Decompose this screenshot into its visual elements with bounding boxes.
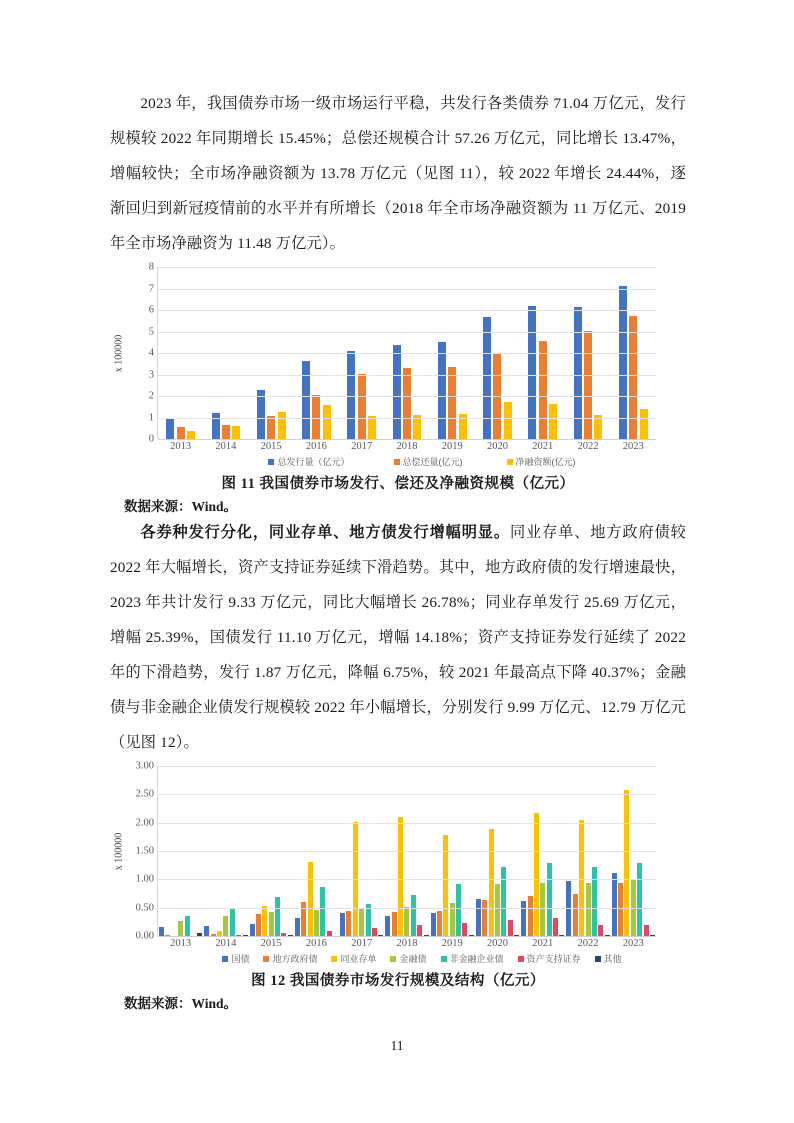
page-content	[110, 86, 686, 1012]
bar	[534, 813, 539, 936]
bar	[482, 900, 487, 936]
x-tick-label: 2020	[486, 938, 508, 949]
gridline	[158, 851, 656, 852]
bar	[178, 921, 183, 936]
bar	[417, 925, 422, 936]
bar	[456, 884, 461, 936]
bar	[629, 316, 637, 439]
gridline	[158, 353, 656, 354]
bar	[187, 431, 195, 439]
bar	[398, 817, 403, 936]
bar	[308, 862, 313, 936]
figure-12	[110, 760, 686, 1012]
bar	[539, 341, 547, 439]
legend-item[interactable]	[394, 455, 463, 468]
legend-swatch-icon	[441, 956, 447, 962]
paragraph-2	[110, 515, 686, 760]
page-number: 11	[390, 1038, 404, 1053]
x-tick-label: 2019	[441, 938, 463, 949]
legend-item[interactable]	[331, 952, 376, 965]
x-tick-label: 2018	[396, 441, 418, 452]
y-tick-label: 7	[148, 283, 154, 294]
bar	[358, 374, 366, 439]
legend-label: 金融债	[399, 954, 427, 964]
legend-item[interactable]	[263, 952, 317, 965]
bar	[489, 829, 494, 936]
chart-11-y-axis	[124, 261, 158, 445]
x-tick-label: 2014	[215, 441, 237, 452]
bar	[462, 923, 467, 936]
x-tick-label: 2015	[260, 938, 282, 949]
gridline	[158, 375, 656, 376]
x-tick-label: 2021	[532, 441, 554, 452]
bar	[385, 916, 390, 936]
bar	[204, 926, 209, 936]
chart-12-y-axis	[124, 760, 158, 942]
bar	[250, 924, 255, 936]
x-tick-label: 2022	[577, 441, 599, 452]
legend-item[interactable]	[390, 952, 426, 965]
bar	[592, 867, 597, 936]
chart-12-plot-area	[157, 766, 656, 936]
legend-label: 净融资额(亿元)	[515, 457, 576, 467]
y-tick-label: 4	[148, 347, 154, 359]
paragraph-1: 2023 年，我国债券市场一级市场运行平稳，共发行各类债券 71.04 万亿元，发行规模较 2022 年同期增长 15.45%；总偿还规模合计 57.26 万亿元，同比增长 13.47%，增幅较快；全市场净融资额为 13.78 万亿元（见图 11），较 2022 年增长 24.44%，逐渐回归到新冠疫情前的水平并有所增长（2018 年全市场净融资额为 11 万亿元、2019 年全市场净融资为 11.48 万亿元）。	[110, 95, 686, 252]
bar	[185, 916, 190, 936]
chart-12-x-axis	[158, 938, 656, 949]
legend-swatch-icon	[518, 956, 524, 962]
legend-swatch-icon	[390, 956, 396, 962]
y-tick-label: 2.00	[135, 817, 154, 829]
bar	[269, 912, 274, 936]
gridline	[158, 879, 656, 880]
bar	[540, 883, 545, 936]
chart-11-y-axis-title: x 100000	[113, 334, 125, 372]
bar	[366, 904, 371, 936]
bar	[413, 415, 421, 439]
bar	[368, 416, 376, 439]
bar	[624, 790, 629, 936]
bar	[438, 342, 446, 439]
y-tick-label: 6	[148, 304, 154, 316]
legend-label: 同业存单	[340, 954, 377, 964]
gridline	[158, 794, 656, 795]
bar	[256, 914, 261, 936]
bar	[594, 415, 602, 439]
chart-11-legend	[110, 455, 686, 468]
bar	[483, 317, 491, 439]
bar	[372, 928, 377, 936]
x-tick-label: 2013	[170, 938, 192, 949]
bar	[159, 927, 164, 936]
bar	[166, 419, 174, 439]
legend-label: 总发行量（亿元）	[277, 457, 350, 467]
bar	[393, 345, 401, 439]
bar	[495, 884, 500, 936]
bar	[521, 901, 526, 936]
bar	[302, 361, 310, 439]
bar	[584, 331, 592, 439]
bar	[359, 908, 364, 936]
gridline	[158, 936, 656, 937]
legend-label: 其他	[603, 954, 622, 964]
gridline	[158, 267, 656, 268]
bar	[347, 351, 355, 439]
x-tick-label: 2019	[441, 441, 463, 452]
legend-swatch-icon	[394, 459, 400, 465]
figure-11	[110, 261, 686, 515]
bar	[553, 918, 558, 936]
bar	[637, 863, 642, 936]
y-tick-label: 3	[148, 369, 154, 380]
figure-12-source: 数据来源：Wind。	[124, 996, 238, 1011]
chart-11-bond-market-issuance	[110, 261, 656, 452]
x-tick-label: 2017	[351, 441, 373, 452]
legend-item[interactable]	[441, 952, 504, 965]
legend-label: 国债	[231, 954, 250, 964]
y-tick-label: 5	[148, 326, 154, 337]
bar	[295, 918, 300, 936]
x-tick-label: 2023	[622, 441, 644, 452]
bar	[448, 367, 456, 439]
y-tick-label: 1	[148, 412, 154, 423]
bar	[618, 883, 623, 936]
y-tick-label: 0	[148, 433, 154, 445]
gridline	[158, 332, 656, 333]
y-tick-label: 2	[148, 390, 154, 402]
bar	[314, 910, 319, 936]
paragraph-2-body: 同业存单、地方政府债较 2022 年大幅增长，资产支持证券延续下滑趋势。其中，地方政府债的发行增速最快，2023 年共计发行 9.33 万亿元，同比大幅增长 26.78%；同业存单发行 25.69 万亿元，增幅 25.39%，国债发行 11.10 万亿元，增幅 14.18%；资产支持证券发行延续了 2022 年的下滑趋势，发行 1.87 万亿元，降幅 6.75%，较 2021 年最高点下降 40.37%；金融债与非金融企业债发行规模较 2022 年小幅增长，分别发行 9.99 万亿元、12.79 万亿元（见图 12）。	[110, 524, 686, 751]
chart-11-plot-area	[157, 267, 656, 439]
x-tick-label: 2020	[486, 441, 508, 452]
bar	[230, 908, 235, 936]
bar	[278, 412, 286, 439]
figure-11-source: 数据来源：Wind。	[124, 499, 238, 514]
paragraph-2-lead: 各券种发行分化，同业存单、地方债发行增幅明显。	[140, 524, 510, 541]
bar	[476, 899, 481, 936]
gridline	[158, 766, 656, 767]
bar	[508, 920, 513, 936]
gridline	[158, 396, 656, 397]
legend-item[interactable]	[595, 952, 622, 965]
chart-12-issuance-structure	[110, 760, 656, 949]
bar	[598, 925, 603, 936]
gridline	[158, 823, 656, 824]
bar	[223, 916, 228, 936]
bar	[574, 307, 582, 439]
gridline	[158, 310, 656, 311]
bar	[586, 883, 591, 936]
x-tick-label: 2015	[260, 441, 282, 452]
x-tick-label: 2022	[577, 938, 599, 949]
x-tick-label: 2014	[215, 938, 237, 949]
bar	[232, 426, 240, 439]
y-tick-label: 3.00	[135, 760, 154, 772]
legend-label: 地方政府债	[272, 954, 318, 964]
figure-11-caption: 图 11 我国债券市场发行、偿还及净融资规模（亿元）	[221, 476, 575, 492]
gridline	[158, 439, 656, 440]
chart-11-x-axis	[158, 441, 656, 452]
bar	[528, 896, 533, 936]
bar	[404, 907, 409, 936]
bar	[549, 404, 557, 439]
legend-swatch-icon	[222, 956, 228, 962]
bar	[547, 863, 552, 936]
x-tick-label: 2016	[305, 441, 327, 452]
bar	[323, 405, 331, 439]
legend-label: 非金融企业债	[449, 954, 504, 964]
x-tick-label: 2017	[351, 938, 373, 949]
legend-label: 总偿还量(亿元)	[402, 457, 463, 467]
bar	[431, 913, 436, 936]
legend-item[interactable]	[507, 455, 576, 468]
y-tick-label: 1.50	[135, 845, 154, 857]
legend-item[interactable]	[268, 455, 349, 468]
y-tick-label: 0.50	[135, 902, 154, 914]
bar	[275, 897, 280, 936]
legend-label: 资产支持证券	[526, 954, 581, 964]
bar	[579, 820, 584, 936]
x-tick-label: 2016	[305, 938, 327, 949]
y-tick-label: 1.00	[135, 873, 154, 885]
bar	[528, 306, 536, 439]
bar	[403, 368, 411, 439]
figure-12-caption: 图 12 我国债券市场发行规模及结构（亿元）	[251, 973, 545, 989]
bar	[177, 427, 185, 439]
gridline	[158, 418, 656, 419]
gridline	[158, 289, 656, 290]
chart-12-legend	[110, 952, 686, 965]
gridline	[158, 908, 656, 909]
y-tick-label: 2.50	[135, 788, 154, 800]
bar	[437, 911, 442, 936]
bar	[411, 895, 416, 936]
bar	[501, 867, 506, 936]
bar	[644, 925, 649, 936]
x-tick-label: 2023	[622, 938, 644, 949]
legend-item[interactable]	[222, 952, 249, 965]
legend-swatch-icon	[595, 956, 601, 962]
y-tick-label: 0.00	[135, 930, 154, 942]
legend-swatch-icon	[263, 956, 269, 962]
bar	[640, 409, 648, 439]
legend-swatch-icon	[331, 956, 337, 962]
chart-12-y-axis-title: x 100000	[113, 832, 125, 870]
legend-swatch-icon	[507, 459, 513, 465]
bar	[573, 894, 578, 936]
legend-item[interactable]	[518, 952, 581, 965]
x-tick-label: 2021	[532, 938, 554, 949]
legend-swatch-icon	[268, 459, 274, 465]
bar	[320, 887, 325, 936]
bar	[222, 425, 230, 439]
bar	[262, 906, 267, 936]
bar	[340, 913, 345, 936]
x-tick-label: 2013	[170, 441, 192, 452]
bar	[392, 912, 397, 936]
bar	[267, 416, 275, 439]
bar	[612, 873, 617, 936]
bar	[504, 402, 512, 439]
x-tick-label: 2018	[396, 938, 418, 949]
y-tick-label: 8	[148, 261, 154, 273]
bar	[346, 911, 351, 936]
